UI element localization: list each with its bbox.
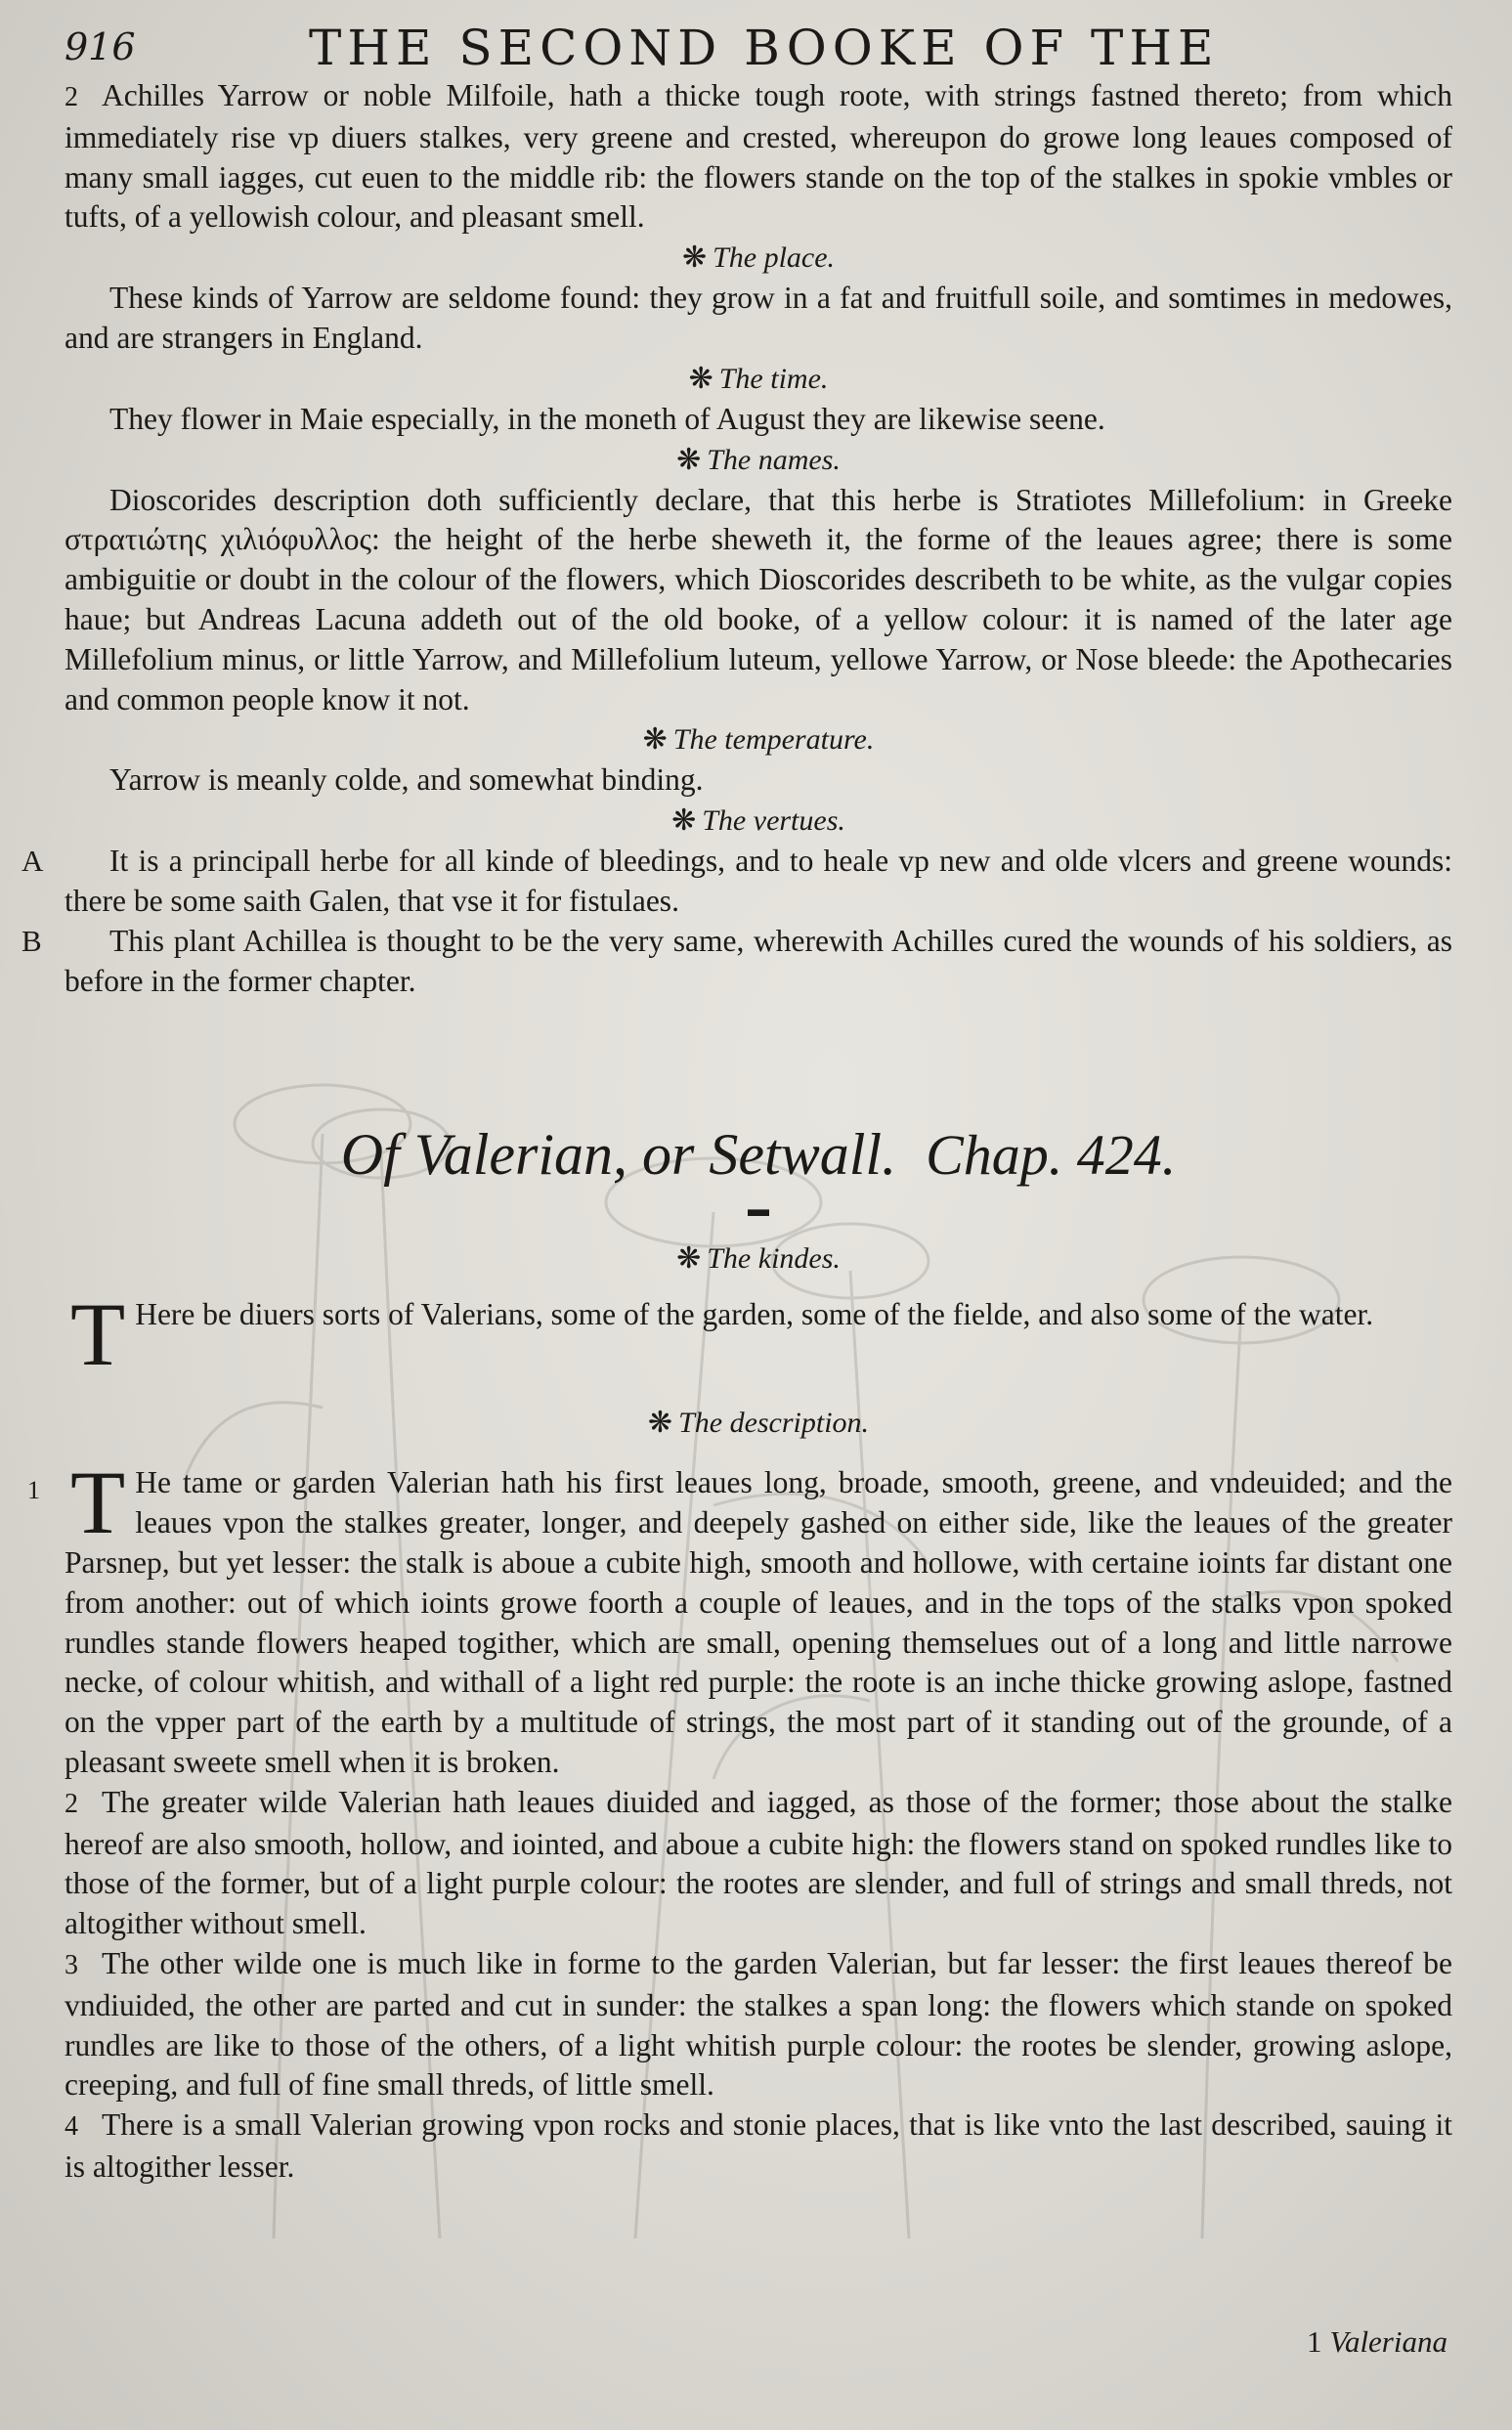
page-text [22, 76, 1452, 2188]
vertue-b [22, 922, 1452, 1002]
section-heading-description [65, 1403, 1452, 1444]
heading-text: The place. [713, 241, 836, 275]
margin-letter-b: B [22, 923, 42, 958]
paragraph-number: 2 [65, 1788, 78, 1819]
printer-mark: ▬ [748, 1196, 769, 1222]
kindes-text: Here be diuers sorts of Valerians, some of the garden, some of the fielde, and also some of the water. [135, 1297, 1374, 1332]
section-heading-time [65, 359, 1452, 400]
vertue-a [22, 842, 1452, 922]
folio-number: 916 [65, 25, 136, 68]
names-text: Dioscorides description doth sufficiently declare, that this herbe is Stratiotes Millefolium: in Greeke στρατιώτης χιλιόφυλλος: the height of the herbe sheweth it, the forme of the leaues agree; there is some ambiguitie or doubt in the colour of the flowers, which Dioscorides describeth to be white, as the vulgar copies haue; but Andreas Lacuna addeth out of the old booke, of a yellow colour: it is named of the later age Millefolium minus, or little Yarrow, and Millefolium luteum, yellowe Yarrow, or Nose bleede: the Apothecaries and common people know it not. [65, 482, 1452, 716]
drop-cap-t: T [70, 1284, 126, 1385]
asterism-icon: ❋ [676, 1242, 702, 1276]
section-heading-kindes [65, 1238, 1452, 1280]
catchword [1307, 2324, 1447, 2360]
place-text: These kinds of Yarrow are seldome found: they grow in a fat and fruitfull soile, and somtimes in medowes, and are strangers in England. [65, 281, 1452, 355]
chapter-number: Chap. 424. [926, 1123, 1177, 1188]
temperature-text: Yarrow is meanly colde, and somewhat binding. [109, 762, 704, 798]
heading-text: The names. [707, 443, 841, 476]
kindes-paragraph [65, 1284, 1452, 1385]
time-text: They flower in Maie especially, in the moneth of August they are likewise seene. [109, 401, 1105, 436]
section-heading-names [65, 440, 1452, 481]
vertue-a-text: It is a principall herbe for all kinde of bleedings, and to heale vp new and olde vlcers and greene wounds: there be some saith Galen, that vse it for fistulaes. [65, 844, 1452, 918]
asterism-icon: ❋ [676, 443, 702, 476]
paragraph-text: The other wilde one is much like in forme to the garden Valerian, but far lesser: the first leaues thereof be vndiuided, the other are parted and cut in sunder: the stalkes a span long: the flowers which stande on spoked rundles are like to those of the others, of a light whitish purple colour: the rootes be slender, growing aslope, creeping, and full of fine small threds, of little smell. [65, 1945, 1452, 2103]
drop-cap-t: T [70, 1453, 126, 1553]
paragraph-number: 1 [27, 1476, 40, 1505]
vertue-b-text: This plant Achillea is thought to be the very same, wherewith Achilles cured the wounds of his soldiers, as before in the former chapter. [65, 923, 1452, 998]
heading-text: The kindes. [707, 1242, 841, 1276]
section-heading-place [65, 238, 1452, 279]
valerian-description-3 [65, 1944, 1452, 2105]
heading-text: The description. [678, 1407, 870, 1440]
chapter-name: Of Valerian, or Setwall. [340, 1122, 897, 1188]
section-heading-vertues [65, 801, 1452, 842]
chapter-title [65, 1120, 1452, 1190]
paragraph-text: There is a small Valerian growing vpon rocks and stonie places, that is like vnto the last described, sauing it is altogither lesser. [65, 2107, 1452, 2184]
asterism-icon: ❋ [642, 723, 668, 757]
section-heading-temperature [65, 719, 1452, 760]
margin-letter-a: A [22, 844, 44, 879]
heading-text: The time. [718, 362, 829, 395]
paragraph-number: 2 [65, 82, 78, 112]
asterism-icon: ❋ [647, 1407, 673, 1440]
paragraph-text: He tame or garden Valerian hath his first leaues long, broade, smooth, greene, and vndeuided; and the leaues vpon the stalkes greater, longer, and deepely gashed on either side, like the leaues of the greater Parsnep, but yet lesser: the stalk is aboue a cubite high, smooth and hollowe, with certaine ioints far distant one from another: out of which ioints growe foorth a couple of leaues, and in the tops of the stalks vpon spoked rundles stande flowers heaped togither, which are small, opening themselues out of a long and little narrowe necke, of colour whitish, and withall of a light red purple: the roote is an inche thicke growing aslope, fastned on the vpper part of the earth by a multitude of strings, the most part of it standing out of the grounde, of a pleasant sweete smell when it is broken. [65, 1465, 1452, 1779]
asterism-icon: ❋ [681, 241, 708, 275]
running-head: THE SECOND BOOKE OF THE [309, 20, 1220, 76]
paragraph-text: Achilles Yarrow or noble Milfoile, hath a thicke tough roote, with strings fastned thereto; from which immediately rise vp diuers stalkes, very greene and crested, whereupon do growe long leaues composed of many small iagges, cut euen to the middle rib: the flowers stande on the top of the stalkes in spokie vmbles or tufts, of a yellowish colour, and pleasant smell. [65, 78, 1452, 235]
paragraph-number: 3 [65, 1949, 78, 1980]
heading-text: The vertues. [702, 804, 845, 838]
page-header [65, 20, 1452, 78]
catchword-text: Valeriana [1329, 2324, 1447, 2359]
valerian-description-1 [27, 1453, 1452, 1782]
catchword-number: 1 [1306, 2324, 1322, 2359]
paragraph-text: The greater wilde Valerian hath leaues diuided and iagged, as those of the former; those about the stalke hereof are also smooth, hollow, and iointed, and aboue a cubite high: the flowers stand on spoked rundles like to those of the former, but of a light purple colour: the rootes are slender, and full of strings and small threds, not altogither without smell. [65, 1784, 1452, 1941]
paragraph-number: 4 [65, 2111, 78, 2143]
yarrow-description-2 [65, 76, 1452, 238]
heading-text: The temperature. [672, 723, 875, 757]
asterism-icon: ❋ [688, 362, 713, 395]
valerian-description-4 [65, 2105, 1452, 2188]
valerian-description-2 [65, 1783, 1452, 1944]
asterism-icon: ❋ [671, 804, 697, 838]
